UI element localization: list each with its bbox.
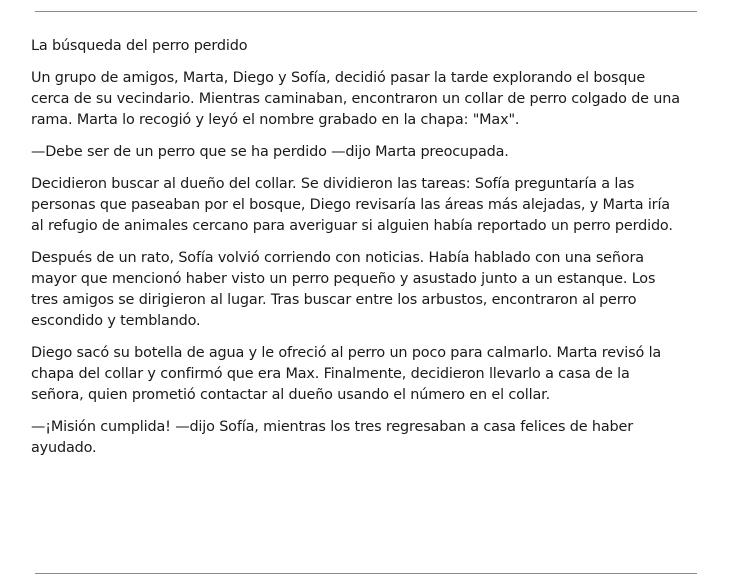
story-paragraph-6: —¡Misión cumplida! —dijo Sofía, mientras los tres regresaban a casa felices de haber ayudado. xyxy=(31,419,633,456)
bottom-divider xyxy=(35,573,697,574)
story-paragraph-4: Después de un rato, Sofía volvió corriendo con noticias. Había hablado con una señora mayor que mencionó haber visto un perro pequeño y asustado junto a un estanque. Los tres amigos se dirigieron al lugar. Tras buscar entre los arbustos, encontraron al perro escondido y temblando. xyxy=(31,250,656,329)
story-paragraph-2: —Debe ser de un perro que se ha perdido —dijo Marta preocupada. xyxy=(31,144,509,160)
story-body xyxy=(31,36,686,470)
story-title: La búsqueda del perro perdido xyxy=(31,38,248,54)
story-paragraph-5: Diego sacó su botella de agua y le ofreció al perro un poco para calmarlo. Marta revisó la chapa del collar y confirmó que era Max. Finalmente, decidieron llevarlo a casa de la señora, quien prometió contactar al dueño usando el número en el collar. xyxy=(31,345,662,403)
story-paragraph-1: Un grupo de amigos, Marta, Diego y Sofía, decidió pasar la tarde explorando el bosque cerca de su vecindario. Mientras caminaban, encontraron un collar de perro colgado de una rama. Marta lo recogió y leyó el nombre grabado en la chapa: "Max". xyxy=(31,70,680,128)
story-paragraph-3: Decidieron buscar al dueño del collar. Se dividieron las tareas: Sofía preguntaría a las personas que paseaban por el bosque, Diego revisaría las áreas más alejadas, y Marta iría al refugio de animales cercano para averiguar si alguien había reportado un perro perdido. xyxy=(31,176,673,234)
top-divider xyxy=(35,11,697,12)
